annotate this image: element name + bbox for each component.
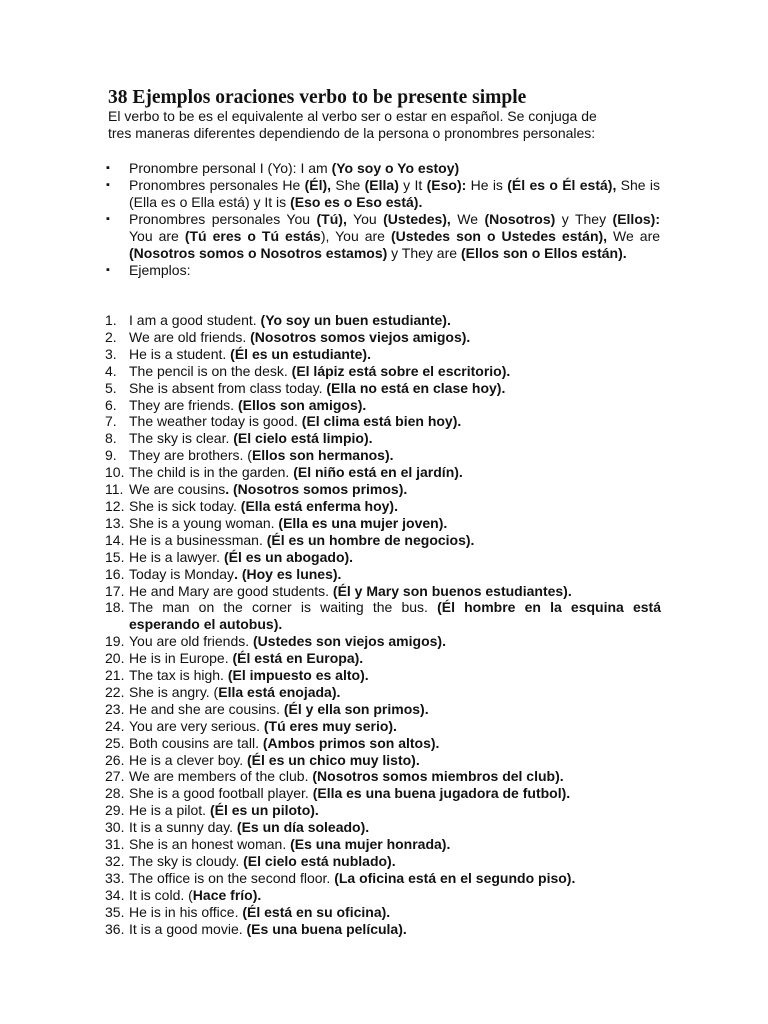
example-text <box>129 549 661 566</box>
example-bold-text: Hace frío). <box>192 886 262 903</box>
pronoun-bullet-list <box>104 160 660 279</box>
example-bold-text: (El niño está en el jardín). <box>293 464 463 481</box>
example-number: 5. <box>105 379 117 396</box>
example-text <box>129 802 661 819</box>
example-number: 34. <box>105 886 125 903</box>
bullet-text: Pronombres personales You <box>129 211 317 227</box>
example-text <box>129 752 661 769</box>
example-number: 9. <box>105 447 117 464</box>
intro-line-1: El verbo to be es el equivalente al verbo ser o estar en español. Se conjuga de <box>108 108 597 124</box>
example-number: 8. <box>105 430 117 447</box>
example-text <box>129 684 661 701</box>
example-number: 4. <box>105 362 117 379</box>
example-number: 1. <box>105 312 117 328</box>
example-number: 27. <box>105 768 125 785</box>
square-bullet-icon: ▪ <box>106 213 110 225</box>
bullet-bold-text: (Él), <box>304 177 332 193</box>
example-text: The weather today is good. <box>129 413 302 430</box>
example-text: You are very serious. <box>129 717 264 734</box>
example-number: 32. <box>105 853 125 869</box>
example-text <box>129 768 661 785</box>
example-number: 33. <box>105 869 125 886</box>
example-number: 7. <box>105 413 117 430</box>
bullet-text <box>129 177 660 211</box>
example-number: 29. <box>105 802 125 819</box>
example-item <box>105 549 661 566</box>
example-item <box>105 819 661 836</box>
example-text <box>129 870 661 887</box>
example-text <box>129 633 661 650</box>
example-text <box>129 413 661 430</box>
example-bold-text: (Él es un abogado). <box>223 548 354 565</box>
square-bullet-icon: ▪ <box>106 179 110 191</box>
example-bold-text: (Ella es una buena jugadora de futbol). <box>312 785 571 802</box>
bullet-text: You <box>346 211 384 227</box>
example-item <box>105 650 661 667</box>
bullet-item <box>104 211 660 262</box>
example-number: 12. <box>105 497 125 514</box>
example-bold-text: (Nosotros somos miembros del club). <box>312 768 564 785</box>
example-item <box>105 853 661 870</box>
example-text: The child is in the garden. <box>129 464 294 481</box>
example-number: 3. <box>105 345 117 362</box>
example-text <box>129 566 661 583</box>
bullet-text: You are <box>129 228 185 244</box>
example-item <box>105 464 661 481</box>
bullet-text: She is (Ella es o Ella está) y It is <box>129 177 661 210</box>
example-item <box>105 312 661 329</box>
example-number: 6. <box>105 396 117 413</box>
example-text <box>129 650 661 667</box>
example-item <box>105 904 661 921</box>
example-text: He is a pilot. <box>129 802 210 819</box>
example-text: She is an honest woman. <box>129 836 291 853</box>
example-text: He is a clever boy. <box>129 751 248 768</box>
example-text: The sky is cloudy. <box>129 853 244 869</box>
example-bold-text: (Es una mujer honrada). <box>290 836 451 853</box>
example-text: She is angry. ( <box>129 683 219 700</box>
bullet-text: ), You are <box>320 228 391 244</box>
example-number: 36. <box>105 920 125 937</box>
example-bold-text: (Nosotros somos viejos amigos). <box>250 328 471 345</box>
example-item <box>105 785 661 802</box>
example-text <box>129 887 661 904</box>
example-number: 26. <box>105 751 125 768</box>
examples-list <box>105 312 661 938</box>
example-text <box>129 819 661 836</box>
example-item <box>105 346 661 363</box>
example-number: 18. <box>105 599 125 616</box>
example-bold-text: (Él es un estudiante). <box>230 345 371 362</box>
square-bullet-icon: ▪ <box>106 264 110 276</box>
bullet-text: We <box>450 211 485 227</box>
example-text: We are members of the club. <box>129 768 313 785</box>
example-item <box>105 397 661 414</box>
bullet-bold-text: (Ellos): <box>612 211 660 227</box>
example-bold-text: (Tú eres muy serio). <box>263 717 397 734</box>
example-bold-text: (Ustedes son viejos amigos). <box>253 633 446 650</box>
example-text: The man on the corner is waiting the bus. <box>129 599 438 616</box>
example-bold-text: (Es un día soleado). <box>236 819 370 836</box>
bullet-text <box>129 160 660 177</box>
example-bold-text: (Ambos primos son altos). <box>262 734 440 751</box>
example-item <box>105 430 661 447</box>
page-title: 38 Ejemplos oraciones verbo to be presente simple <box>108 87 527 108</box>
example-text <box>129 481 661 498</box>
example-text: Both cousins are tall. <box>129 734 263 751</box>
bullet-text: He is <box>466 177 508 193</box>
bullet-bold-text: (Nosotros) <box>484 211 556 227</box>
example-text: They are brothers. ( <box>129 447 252 464</box>
example-text: The pencil is on the desk. <box>129 362 292 379</box>
example-item <box>105 515 661 532</box>
example-text: Today is Monday <box>129 565 235 582</box>
example-bold-text: (La oficina está en el segundo piso). <box>334 869 576 886</box>
example-item <box>105 802 661 819</box>
example-text <box>129 921 661 938</box>
example-number: 21. <box>105 667 125 684</box>
example-bold-text: (Él hombre en la esquina está esperando el autobus). <box>129 599 661 633</box>
bullet-text <box>129 262 660 279</box>
example-text: I am a good student. <box>129 312 261 328</box>
example-text: We are old friends. <box>129 328 251 345</box>
example-text <box>129 430 661 447</box>
example-text <box>129 346 661 363</box>
example-number: 22. <box>105 683 125 700</box>
example-text <box>129 380 661 397</box>
example-number: 2. <box>105 328 117 345</box>
example-text: He is in his office. <box>129 903 243 920</box>
example-item <box>105 583 661 600</box>
example-number: 17. <box>105 582 125 599</box>
bullet-bold-text: (Ella) <box>364 177 399 193</box>
bullet-text: y They are <box>387 245 461 261</box>
example-item <box>105 413 661 430</box>
example-number: 24. <box>105 717 125 734</box>
square-bullet-icon: ▪ <box>106 162 110 174</box>
example-item <box>105 768 661 785</box>
bullet-bold-text: (Ustedes), <box>383 211 451 227</box>
example-text: The sky is clear. <box>129 430 234 447</box>
example-number: 11. <box>105 481 124 498</box>
example-text: She is a good football player. <box>129 785 313 802</box>
example-text: He and Mary are good students. <box>129 582 333 599</box>
bullet-bold-text: (Eso): <box>426 177 467 193</box>
example-bold-text: (Ellos son amigos). <box>237 396 367 413</box>
intro-paragraph <box>108 108 660 142</box>
example-bold-text: (Él es un chico muy listo). <box>247 751 420 768</box>
example-text: They are friends. <box>129 396 238 413</box>
example-text <box>129 904 661 921</box>
example-text: He is a businessman. <box>129 531 267 548</box>
example-text <box>129 853 661 870</box>
bullet-bold-text: (Ustedes son o Ustedes están), <box>390 228 608 244</box>
example-item <box>105 566 661 583</box>
example-item <box>105 329 661 346</box>
bullet-text: Pronombre personal I (Yo): I am <box>129 160 332 176</box>
example-item <box>105 447 661 464</box>
example-item <box>105 532 661 549</box>
example-text: He and she are cousins. <box>129 700 284 717</box>
bullet-bold-text: (Nosotros somos o Nosotros estamos) <box>129 245 388 261</box>
example-number: 16. <box>105 565 125 582</box>
example-text <box>129 515 661 532</box>
example-text <box>129 701 661 718</box>
example-bold-text: . (Nosotros somos primos). <box>225 481 408 498</box>
example-item <box>105 599 661 633</box>
example-bold-text: Ella está enojada). <box>218 683 341 700</box>
bullet-bold-text: (Eso es o Eso está). <box>290 194 423 210</box>
example-bold-text: (Él está en su oficina). <box>242 903 391 920</box>
example-item <box>105 380 661 397</box>
example-item <box>105 870 661 887</box>
bullet-text <box>129 211 660 262</box>
bullet-bold-text: (Ellos son o Ellos están). <box>460 245 627 261</box>
example-number: 28. <box>105 785 125 802</box>
bullet-text: We are <box>607 228 661 244</box>
example-bold-text: (El clima está bien hoy). <box>301 413 462 430</box>
example-text: She is a young woman. <box>129 514 279 531</box>
example-bold-text: (Ella es una mujer joven). <box>278 514 448 531</box>
example-item <box>105 498 661 515</box>
example-bold-text: (Él y Mary son buenos estudiantes). <box>332 582 572 599</box>
example-bold-text: (Ella está enferma hoy). <box>240 497 398 514</box>
example-item <box>105 735 661 752</box>
bullet-item <box>104 262 660 279</box>
example-number: 13. <box>105 514 125 531</box>
example-text <box>129 667 661 684</box>
example-item <box>105 363 661 380</box>
example-text <box>129 599 661 633</box>
example-text: The office is on the second floor. <box>129 869 335 886</box>
bullet-bold-text: (Tú), <box>316 211 347 227</box>
example-bold-text: (Él es un hombre de negocios). <box>266 531 475 548</box>
bullet-text: y They <box>555 211 613 227</box>
example-text: It is cold. ( <box>129 886 193 903</box>
bullet-text: Pronombres personales He <box>129 177 305 193</box>
example-bold-text: (El impuesto es alto). <box>227 667 369 684</box>
example-item <box>105 836 661 853</box>
example-item <box>105 701 661 718</box>
example-text <box>129 785 661 802</box>
bullet-bold-text: (Yo soy o Yo estoy) <box>331 160 460 176</box>
example-item <box>105 921 661 938</box>
example-text <box>129 735 661 752</box>
bullet-item <box>104 160 660 177</box>
example-text: He is a lawyer. <box>129 548 224 565</box>
example-text <box>129 532 661 549</box>
example-bold-text: (Él y ella son primos). <box>283 700 429 717</box>
example-number: 25. <box>105 734 125 751</box>
example-bold-text: (El lápiz está sobre el escritorio). <box>291 362 511 379</box>
example-text <box>129 447 661 464</box>
example-item <box>105 887 661 904</box>
bullet-text: y It <box>398 177 427 193</box>
example-number: 15. <box>105 548 125 565</box>
example-text <box>129 312 661 329</box>
example-text: It is a sunny day. <box>129 819 237 836</box>
bullet-bold-text: (Él es o Él está), <box>507 177 617 193</box>
example-bold-text: (Él es un piloto). <box>209 802 319 819</box>
example-item <box>105 684 661 701</box>
example-bold-text: (Yo soy un buen estudiante). <box>260 312 451 328</box>
example-text <box>129 718 661 735</box>
bullet-text: She <box>331 177 365 193</box>
example-item <box>105 718 661 735</box>
bullet-bold-text: (Tú eres o Tú estás <box>184 228 321 244</box>
example-text <box>129 397 661 414</box>
example-number: 23. <box>105 700 125 717</box>
example-number: 31. <box>105 836 125 853</box>
example-bold-text: (Es una buena película). <box>246 920 407 937</box>
example-text <box>129 498 661 515</box>
intro-line-2: tres maneras diferentes dependiendo de la persona o pronombres personales: <box>108 125 596 141</box>
example-bold-text: (El cielo está nublado). <box>243 853 396 869</box>
example-text <box>129 836 661 853</box>
example-item <box>105 752 661 769</box>
example-number: 19. <box>105 633 125 650</box>
example-bold-text: Ellos son hermanos). <box>251 447 394 464</box>
example-number: 10. <box>105 464 125 481</box>
example-text: She is absent from class today. <box>129 379 327 396</box>
example-item <box>105 667 661 684</box>
example-text: We are cousins <box>129 481 226 498</box>
example-item <box>105 481 661 498</box>
bullet-item <box>104 177 660 211</box>
example-text: She is sick today. <box>129 497 241 514</box>
example-text: He is in Europe. <box>129 650 233 667</box>
bullet-text: Ejemplos: <box>129 262 191 278</box>
example-text <box>129 329 661 346</box>
example-text <box>129 583 661 600</box>
example-item <box>105 633 661 650</box>
example-bold-text: (El cielo está limpio). <box>233 430 373 447</box>
example-text: You are old friends. <box>129 633 254 650</box>
example-bold-text: . (Hoy es lunes). <box>234 565 342 582</box>
example-number: 20. <box>105 650 125 667</box>
example-bold-text: (Ella no está en clase hoy). <box>326 379 506 396</box>
example-text: It is a good movie. <box>129 920 247 937</box>
example-text <box>129 363 661 380</box>
example-text: He is a student. <box>129 345 231 362</box>
example-bold-text: (Él está en Europa). <box>232 650 364 667</box>
example-number: 14. <box>105 531 125 548</box>
example-number: 30. <box>105 819 125 836</box>
example-text: The tax is high. <box>129 667 228 684</box>
example-text <box>129 464 661 481</box>
example-number: 35. <box>105 903 125 920</box>
